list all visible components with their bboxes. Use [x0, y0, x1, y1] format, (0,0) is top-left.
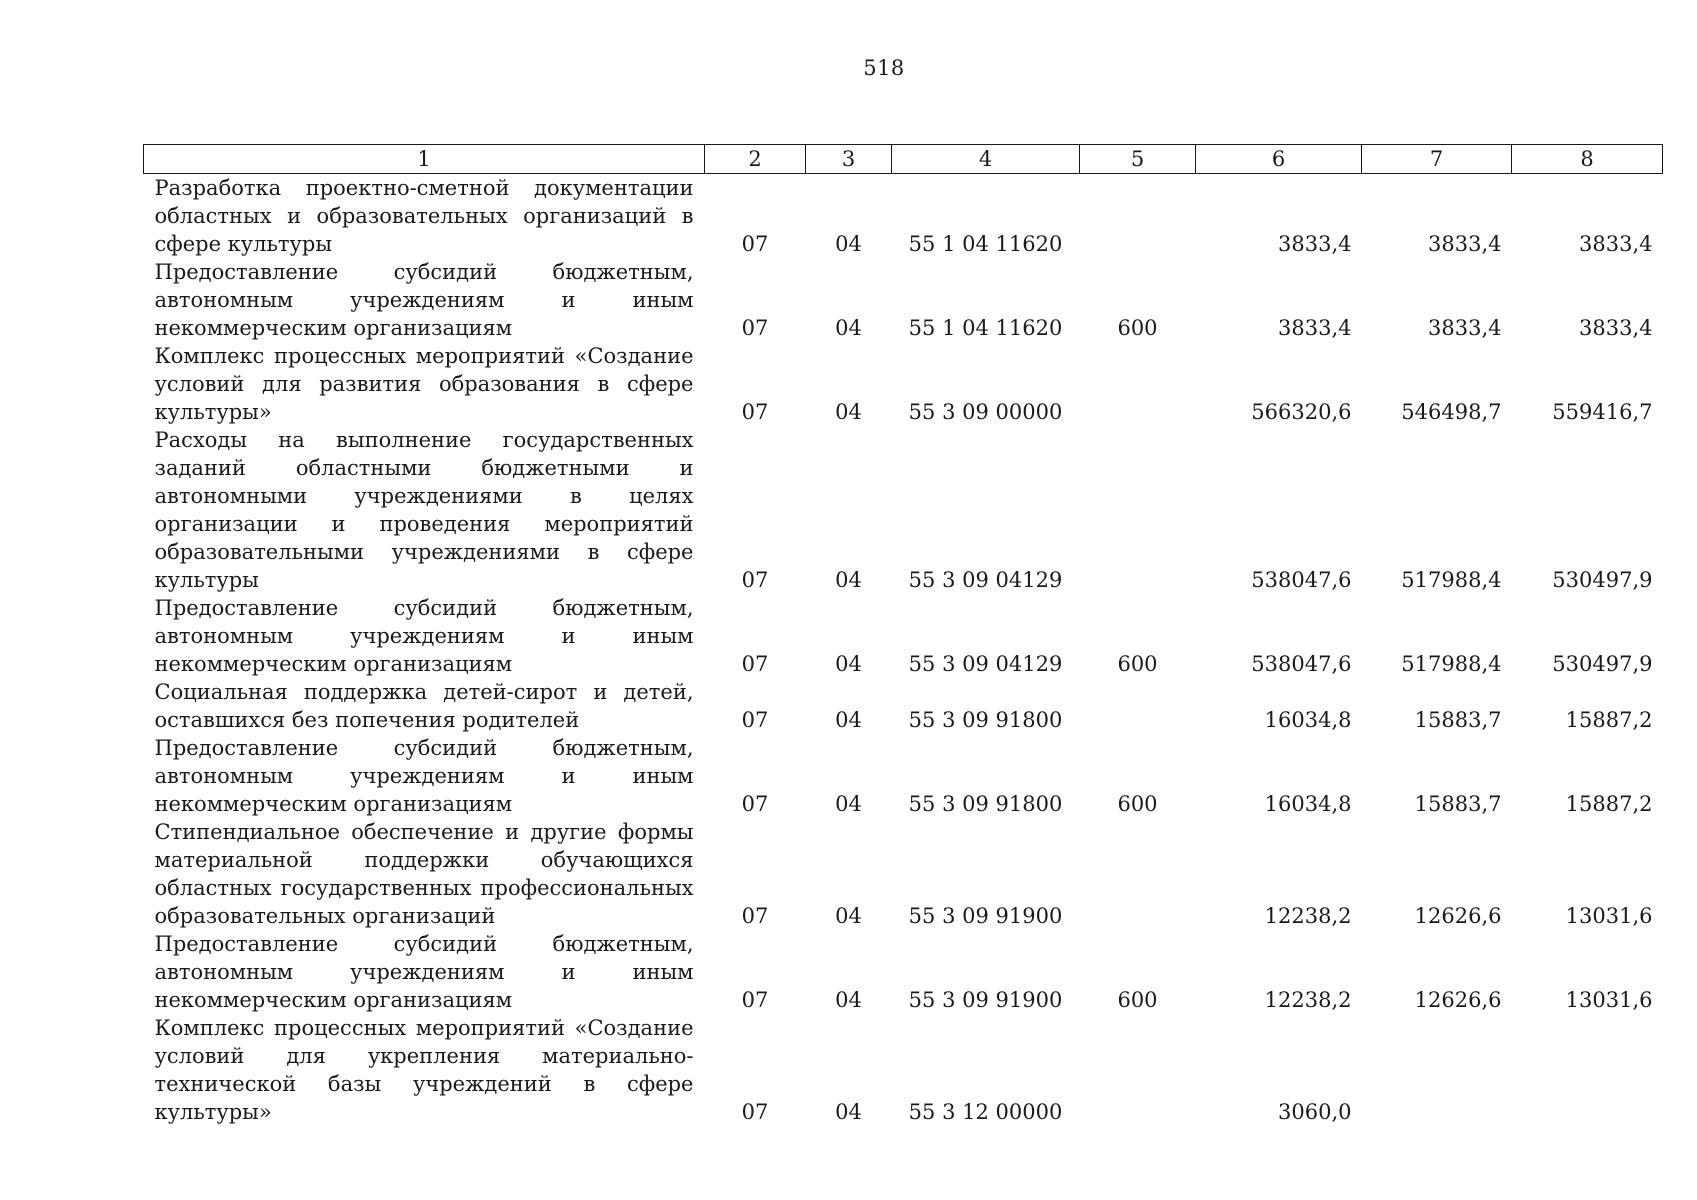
- header-row: [144, 145, 1663, 174]
- table-row: [144, 1014, 1663, 1126]
- row-expense-type: [1080, 426, 1196, 594]
- table-row: [144, 426, 1663, 594]
- row-amount-col-6: 566320,6: [1251, 400, 1352, 424]
- table-row: [144, 594, 1663, 678]
- header-col-1: 1: [144, 145, 705, 174]
- row-expense-type: 600: [1117, 316, 1158, 340]
- row-section-code: 07: [741, 792, 769, 816]
- row-section-code: 07: [741, 400, 769, 424]
- row-subsection-code: 04: [835, 232, 862, 256]
- row-amount-col-8: 3833,4: [1579, 316, 1653, 340]
- row-amount-col-6: 3060,0: [1278, 1100, 1352, 1124]
- row-amount-col-7: 517988,4: [1401, 652, 1502, 676]
- row-name: Разработка проектно-сметной документации областных и образовательных организаций в сфере культуры: [154, 176, 694, 256]
- row-section-code: 07: [741, 652, 769, 676]
- table-row: [144, 734, 1663, 818]
- table-row: [144, 678, 1663, 734]
- row-section-code: 07: [741, 232, 769, 256]
- row-amount-col-8: 13031,6: [1565, 988, 1653, 1012]
- row-amount-col-7: [1362, 1014, 1512, 1126]
- row-amount-col-6: 3833,4: [1278, 232, 1352, 256]
- row-name: Стипендиальное обеспечение и другие формы материальной поддержки обучающихся областных государственных профессиональных образовательных организаций: [154, 820, 694, 928]
- row-subsection-code: 04: [835, 652, 862, 676]
- row-expense-type: 600: [1117, 652, 1158, 676]
- row-amount-col-7: 517988,4: [1401, 568, 1502, 592]
- row-subsection-code: 04: [835, 708, 862, 732]
- header-col-4: 4: [892, 145, 1080, 174]
- row-target-article: 55 3 09 91800: [908, 792, 1063, 816]
- table-row: [144, 818, 1663, 930]
- row-amount-col-6: 3833,4: [1278, 316, 1352, 340]
- row-target-article: 55 3 09 91900: [908, 988, 1063, 1012]
- header-col-5: 5: [1080, 145, 1196, 174]
- row-target-article: 55 3 09 00000: [908, 400, 1063, 424]
- row-name: Комплекс процессных мероприятий «Создание условий для укрепления материально-технической базы учреждений в сфере культуры»: [154, 1016, 694, 1124]
- row-expense-type: [1080, 174, 1196, 259]
- row-amount-col-6: 16034,8: [1264, 792, 1352, 816]
- row-subsection-code: 04: [835, 792, 862, 816]
- row-target-article: 55 3 09 91800: [908, 708, 1063, 732]
- row-amount-col-7: 15883,7: [1414, 792, 1502, 816]
- header-col-8: 8: [1512, 145, 1663, 174]
- row-name: Предоставление субсидий бюджетным, автономным учреждениям и иным некоммерческим организациям: [154, 932, 694, 1012]
- row-section-code: 07: [741, 904, 769, 928]
- row-subsection-code: 04: [835, 316, 862, 340]
- row-amount-col-8: 15887,2: [1565, 792, 1653, 816]
- row-amount-col-6: 16034,8: [1264, 708, 1352, 732]
- row-amount-col-8: 559416,7: [1552, 400, 1653, 424]
- row-amount-col-6: 538047,6: [1251, 652, 1352, 676]
- row-subsection-code: 04: [835, 568, 862, 592]
- row-amount-col-8: [1512, 1014, 1663, 1126]
- row-expense-type: 600: [1117, 792, 1158, 816]
- header-col-7: 7: [1362, 145, 1512, 174]
- row-amount-col-8: 530497,9: [1552, 568, 1653, 592]
- budget-table: [143, 144, 1663, 1126]
- row-expense-type: [1080, 818, 1196, 930]
- row-subsection-code: 04: [835, 988, 862, 1012]
- row-name: Комплекс процессных мероприятий «Создание условий для развития образования в сфере культуры»: [154, 344, 694, 424]
- row-section-code: 07: [741, 316, 769, 340]
- row-expense-type: [1080, 342, 1196, 426]
- row-expense-type: [1080, 678, 1196, 734]
- table-row: [144, 342, 1663, 426]
- row-section-code: 07: [741, 988, 769, 1012]
- row-name: Расходы на выполнение государственных заданий областными бюджетными и автономными учреждениями в целях организации и проведения мероприятий образовательными учреждениями в сфере культуры: [154, 428, 694, 592]
- row-amount-col-8: 13031,6: [1565, 904, 1653, 928]
- table-row: [144, 258, 1663, 342]
- row-amount-col-7: 12626,6: [1414, 988, 1502, 1012]
- row-subsection-code: 04: [835, 1100, 862, 1124]
- table-row: [144, 174, 1663, 259]
- row-name: Предоставление субсидий бюджетным, автономным учреждениям и иным некоммерческим организациям: [154, 736, 694, 816]
- row-subsection-code: 04: [835, 904, 862, 928]
- row-amount-col-7: 12626,6: [1414, 904, 1502, 928]
- row-target-article: 55 3 09 91900: [908, 904, 1063, 928]
- row-expense-type: [1080, 1014, 1196, 1126]
- row-section-code: 07: [741, 568, 769, 592]
- row-section-code: 07: [741, 1100, 769, 1124]
- row-amount-col-6: 12238,2: [1264, 988, 1352, 1012]
- table-header: [144, 145, 1663, 174]
- row-target-article: 55 1 04 11620: [908, 232, 1063, 256]
- row-amount-col-6: 538047,6: [1251, 568, 1352, 592]
- table-row: [144, 930, 1663, 1014]
- row-amount-col-6: 12238,2: [1264, 904, 1352, 928]
- page-number: 518: [863, 56, 905, 80]
- row-amount-col-7: 3833,4: [1428, 316, 1502, 340]
- row-amount-col-7: 3833,4: [1428, 232, 1502, 256]
- header-col-3: 3: [806, 145, 892, 174]
- row-amount-col-8: 3833,4: [1579, 232, 1653, 256]
- header-col-2: 2: [705, 145, 806, 174]
- row-amount-col-8: 15887,2: [1565, 708, 1653, 732]
- header-col-6: 6: [1196, 145, 1362, 174]
- row-amount-col-7: 546498,7: [1401, 400, 1502, 424]
- row-target-article: 55 3 09 04129: [908, 568, 1063, 592]
- row-target-article: 55 3 12 00000: [908, 1100, 1063, 1124]
- row-target-article: 55 3 09 04129: [908, 652, 1063, 676]
- row-target-article: 55 1 04 11620: [908, 316, 1063, 340]
- row-amount-col-7: 15883,7: [1414, 708, 1502, 732]
- row-subsection-code: 04: [835, 400, 862, 424]
- row-name: Предоставление субсидий бюджетным, автономным учреждениям и иным некоммерческим организациям: [154, 260, 694, 340]
- row-expense-type: 600: [1117, 988, 1158, 1012]
- table-body: [144, 174, 1663, 1127]
- row-section-code: 07: [741, 708, 769, 732]
- row-name: Предоставление субсидий бюджетным, автономным учреждениям и иным некоммерческим организациям: [154, 596, 694, 676]
- row-name: Социальная поддержка детей-сирот и детей, оставшихся без попечения родителей: [154, 680, 694, 732]
- row-amount-col-8: 530497,9: [1552, 652, 1653, 676]
